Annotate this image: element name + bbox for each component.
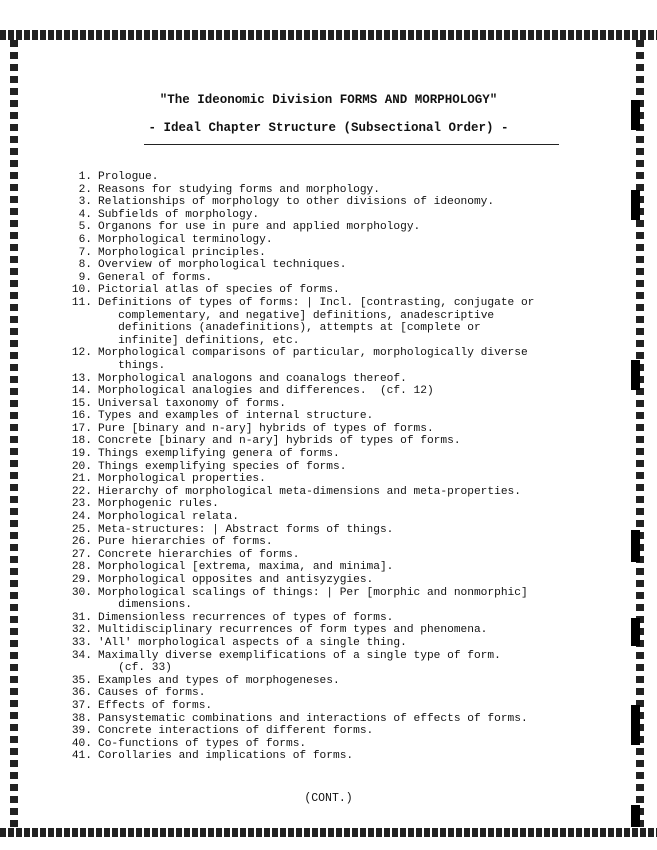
item-number: 37. [71,699,92,712]
item-number: 39. [71,725,92,738]
item-number: 10. [71,284,92,297]
item-text: Things exemplifying genera of forms. [98,448,340,461]
item-number: 33. [71,636,92,649]
item-number: 1. [78,171,92,183]
border-left [10,40,18,828]
item-number: 23. [71,498,92,511]
list-item [60,675,620,688]
item-text: Co-functions of types of forms. [98,737,307,750]
item-number: 13. [71,372,92,385]
item-number: 16. [71,410,92,423]
item-text: Multidisciplinary recurrences of form types and phenomena. [98,624,488,637]
item-number: 14. [71,385,92,398]
item-number: 27. [71,548,92,561]
item-text: Corollaries and implications of forms. [98,750,354,763]
item-number: 15. [71,397,92,410]
continued-note: (CONT.) [304,792,353,805]
item-number: 30. [71,586,92,599]
list-item [60,637,620,650]
item-text: Pure hierarchies of forms. [98,536,273,549]
item-text: Concrete hierarchies of forms. [98,548,300,561]
list-item [60,347,620,372]
list-item [60,650,620,675]
item-text: Morphological properties. [98,473,266,486]
list-item [60,196,620,209]
margin-bar [631,618,640,646]
item-number: 28. [71,561,92,574]
list-item [60,624,620,637]
list-item [60,171,620,184]
item-number: 41. [71,750,92,763]
list-item [60,373,620,386]
margin-bar [631,190,640,220]
item-number: 26. [71,536,92,549]
item-text: Morphogenic rules. [98,498,219,511]
item-number: 25. [71,523,92,536]
item-text: Reasons for studying forms and morphology. [98,183,380,196]
margin-bar [631,705,640,745]
list-item [60,448,620,461]
item-number: 21. [71,473,92,486]
list-item [60,700,620,713]
list-item [60,473,620,486]
margin-bar [631,530,640,562]
item-number: 8. [78,259,92,272]
item-text: Concrete [binary and n-ary] hybrids of types of forms. [98,435,461,448]
item-text: Causes of forms. [98,687,206,700]
item-text: Morphological terminology. [98,233,273,246]
margin-bar [631,360,640,390]
border-bottom [0,828,657,837]
item-text: Universal taxonomy of forms. [98,397,286,410]
item-text: Relationships of morphology to other divisions of ideonomy. [98,196,495,209]
item-text: Types and examples of internal structure. [98,410,374,423]
margin-bar [631,805,640,827]
list-item [60,461,620,474]
item-text: Pictorial atlas of species of forms. [98,284,340,297]
list-item [60,524,620,537]
item-number: 34. [71,649,92,662]
item-number: 18. [71,435,92,448]
item-number: 40. [71,737,92,750]
item-number: 7. [78,246,92,259]
item-text: Morphological analogies and differences. (cf. 12) [98,385,434,398]
list-item [60,536,620,549]
list-item [60,209,620,222]
chapter-list [60,171,620,763]
item-text: Morphological comparisons of particular, morphologically diverse things. [98,347,528,372]
item-number: 35. [71,674,92,687]
title-rule [144,144,559,145]
item-text: Morphological opposites and antisyzygies. [98,574,374,586]
item-number: 29. [71,574,92,586]
item-number: 4. [78,208,92,221]
item-text: General of forms. [98,271,213,284]
item-text: Overview of morphological techniques. [98,259,347,272]
item-text: Morphological analogons and coanalogs thereof. [98,372,407,385]
item-text: Morphological relata. [98,511,239,524]
item-text: Meta-structures: | Abstract forms of things. [98,523,394,536]
item-text: 'All' morphological aspects of a single thing. [98,636,407,649]
list-item [60,498,620,511]
item-number: 24. [71,511,92,524]
item-text: Morphological [extrema, maxima, and minima]. [98,561,394,574]
item-text: Prologue. [98,171,159,183]
list-item [60,587,620,612]
item-text: Examples and types of morphogeneses. [98,674,340,687]
list-item [60,486,620,499]
document-title: "The Ideonomic Division FORMS AND MORPHOLOGY" [159,93,498,107]
list-item [60,574,620,587]
list-item [60,184,620,197]
item-text: Organons for use in pure and applied morphology. [98,221,421,234]
border-top [0,30,657,40]
item-text: Morphological scalings of things: | Per [morphic and nonmorphic] dimensions. [98,586,528,612]
item-number: 22. [71,485,92,498]
item-number: 2. [78,183,92,196]
item-text: Dimensionless recurrences of types of forms. [98,611,394,624]
item-number: 17. [71,422,92,435]
list-item [60,247,620,260]
item-text: Subfields of morphology. [98,208,260,221]
item-number: 12. [71,347,92,360]
list-item [60,750,620,763]
list-item [60,713,620,726]
item-number: 32. [71,624,92,637]
document-subtitle: - Ideal Chapter Structure (Subsectional Order) - [148,121,509,135]
item-number: 36. [71,687,92,700]
item-text: Definitions of types of forms: | Incl. [contrasting, conjugate or complementary, and negative] definitions, anadescriptive definitions (anadefinitions), attempts at [complete or infinite] definitions, etc. [98,296,535,347]
list-item [60,221,620,234]
item-text: Pansystematic combinations and interactions of effects of forms. [98,712,528,725]
list-item [60,398,620,411]
list-item [60,435,620,448]
list-item [60,612,620,625]
item-number: 20. [71,460,92,473]
item-text: Effects of forms. [98,699,213,712]
list-item [60,385,620,398]
item-number: 3. [78,196,92,209]
list-item [60,687,620,700]
item-text: Maximally diverse exemplifications of a single type of form. (cf. 33) [98,649,501,675]
item-number: 31. [71,611,92,624]
list-item [60,234,620,247]
item-number: 9. [78,271,92,284]
item-text: Things exemplifying species of forms. [98,460,347,473]
item-text: Hierarchy of morphological meta-dimensions and meta-properties. [98,485,521,498]
list-item [60,511,620,524]
list-item [60,272,620,285]
list-item [60,284,620,297]
item-text: Concrete interactions of different forms. [98,725,374,738]
list-item [60,725,620,738]
list-item [60,259,620,272]
list-item [60,297,620,347]
item-number: 19. [71,448,92,461]
item-number: 6. [78,233,92,246]
item-number: 5. [78,221,92,234]
item-number: 11. [71,296,92,309]
item-text: Pure [binary and n-ary] hybrids of types of forms. [98,422,434,435]
item-number: 38. [71,712,92,725]
list-item [60,561,620,574]
list-item [60,738,620,751]
item-text: Morphological principles. [98,246,266,259]
list-item [60,410,620,423]
list-item [60,549,620,562]
list-item [60,423,620,436]
